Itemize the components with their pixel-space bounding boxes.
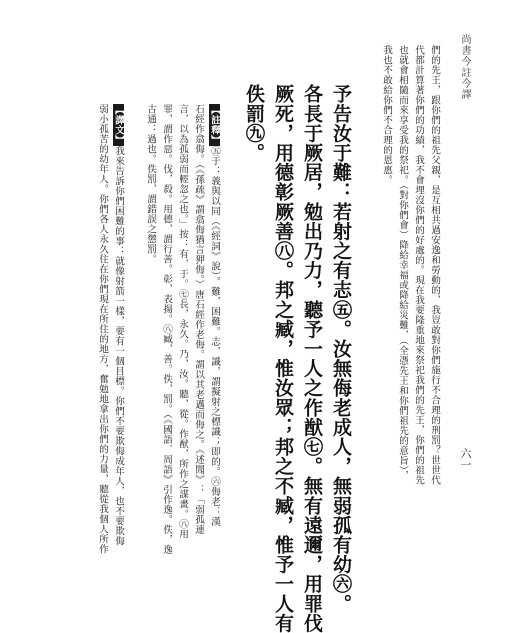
- main-text-column: 予告汝于難：若射之有志㊄。汝無侮老成人，無弱孤有幼㊅。: [330, 84, 352, 614]
- annotation-label: 【註釋】: [209, 105, 220, 145]
- translation-column: 弱小孤苦的幼年人。你們各人永久住在你們現在所住的地方，奮勉地拿出你們的力量，聽從我個人所作: [97, 104, 108, 554]
- main-text-column: 厥死，用德彰厥善㊇。邦之臧，惟汝眾；邦之不臧，惟予一人有: [272, 84, 294, 633]
- translation-label: 【譯文】: [113, 105, 124, 145]
- annotation-text: ㊄于：義與以同（《經詞》說）。難，困難。志，識，謂擬射之標識；即的。㊅侮老：漢: [209, 146, 220, 527]
- main-text-column: 各長于厥居，勉出乃力，聽予一人之作猷㊆。無有遠邇，用罪伐: [301, 84, 323, 633]
- page-number: 六一: [459, 448, 472, 470]
- annotation-column: 石經作翕侮。（《孫疏》謂翕侮猶言狎侮。）唐石經作老侮。謂以其老邁而侮之。《述聞》：「弱孤連: [193, 104, 204, 535]
- annotation-column: 罪，謂作惡。伐，殺。用德，謂行善。彰，表揚。㊇臧，善。佚，罰。（《國語．周語》引作逸。佚，逸: [161, 104, 172, 555]
- text-column: 我也不敢給你們不合理的恩惠。: [381, 45, 392, 185]
- annotation-column: 言，以為孤弱而輕忽之也。」按：有，于。㊆長，永久。乃，汝。聽，從。作猷，所作之謀畫。㊇用: [177, 104, 188, 540]
- annotation-column: 古通：過也。佚罰，謂錯誤之懲罰。: [145, 104, 156, 264]
- translation-text: 我來告訴你們困難的事：就像射箭一樣，要有一個目標。你們不要欺侮成年人，也不要欺侮: [113, 146, 124, 546]
- annotation-column: [208, 104, 220, 526]
- translation-column: [112, 104, 124, 546]
- running-title: 尚書今註今譯: [459, 34, 470, 100]
- main-text-column: 佚罰㊈。: [243, 84, 265, 163]
- text-column: 代都計算著你們的功績，我不會埋沒你們的好處的。現在我要隆重地來祭祀我們的先王，你們的祖先: [413, 45, 424, 485]
- text-column: 也就會相隨而來享受我的祭祀。（對你們會）降給幸福或降給災難，（全憑先王和你們祖先的意旨），: [397, 45, 408, 481]
- text-column: 們的先王，跟你們的祖先父親，是互相共過安逸和勞動的，我豈敢對你們施行不合理的刑罰？世世代: [429, 45, 440, 485]
